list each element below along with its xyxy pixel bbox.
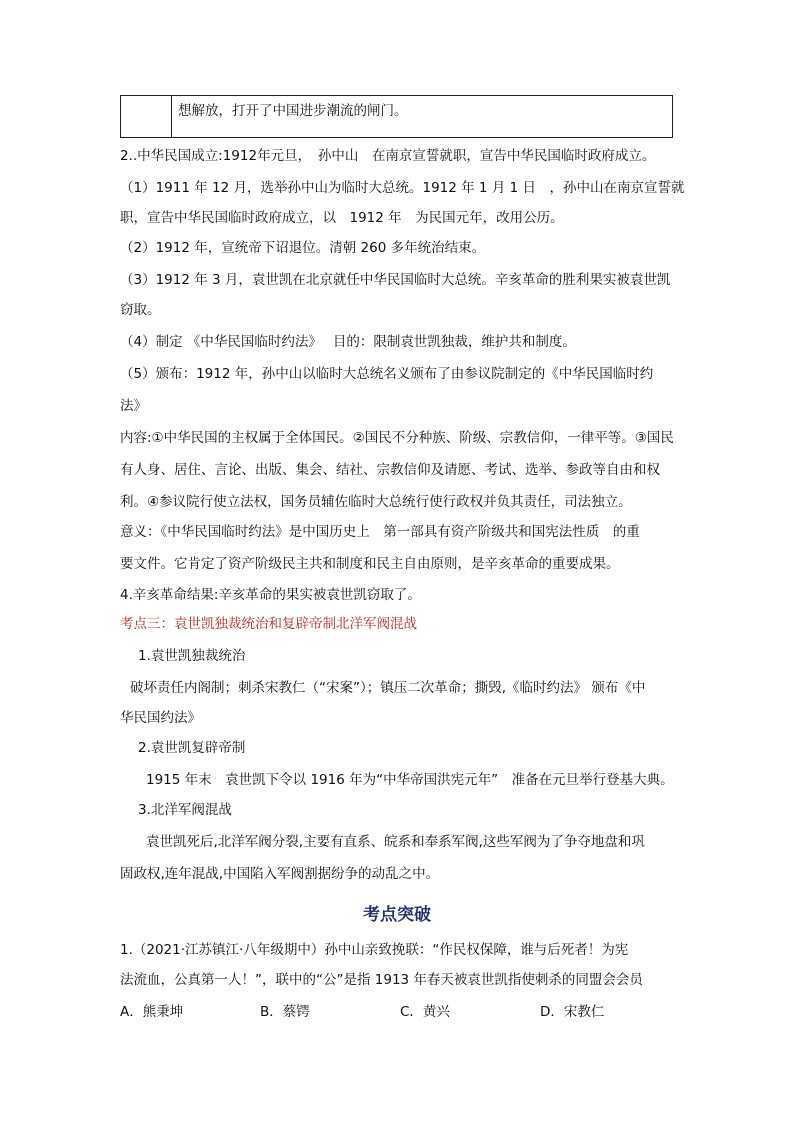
paragraph: 袁世凯死后,北洋军阀分裂,主要有直系、皖系和奉系军阀,这些军阀为了争夺地盘和巩 bbox=[146, 834, 645, 850]
question-text: 1.（2021·江苏镇江·八年级期中）孙中山亲致挽联：“作民权保障，谁与后死者！为宪 bbox=[120, 942, 629, 958]
paragraph: （2）1912 年，宣统帝下诏退位。清朝 260 多年统治结束。 bbox=[120, 240, 486, 256]
answer-options bbox=[120, 1000, 680, 1020]
meaning-paragraph: 要文件。它肯定了资产阶级民主共和制度和民主自由原则，是辛亥革命的重要成果。 bbox=[120, 556, 620, 572]
content-paragraph: 利。④参议院行使立法权，国务员辅佐临时大总统行使行政权并负其责任，司法独立。 bbox=[120, 494, 632, 510]
page-title: 考点突破 bbox=[363, 905, 431, 925]
subheading: 1.袁世凯独裁统治 bbox=[138, 648, 246, 664]
option-b[interactable]: B．蔡锷 bbox=[260, 1004, 310, 1020]
option-d[interactable]: D．宋教仁 bbox=[540, 1004, 605, 1020]
subheading: 2.袁世凯复辟帝制 bbox=[138, 740, 246, 756]
table-row bbox=[120, 95, 673, 138]
paragraph: （4）制定 《中华民国临时约法》 目的：限制袁世凯独裁，维护共和制度。 bbox=[120, 334, 576, 350]
paragraph: 破坏责任内阁制；刺杀宋教仁（“宋案”）；镇压二次革命；撕毁,《临时约法》 颁布《中 bbox=[130, 680, 646, 696]
paragraph: 法》 bbox=[120, 398, 147, 414]
paragraph: （3）1912 年 3 月，袁世凯在北京就任中华民国临时大总统。辛亥革命的胜利果实被袁世凯 bbox=[120, 272, 671, 288]
paragraph: （1）1911 年 12 月，选举孙中山为临时大总统。1912 年 1 月 1 日 ，孙中山在南京宣誓就 bbox=[120, 180, 685, 196]
table-cell-empty bbox=[121, 96, 172, 137]
paragraph: 窃取。 bbox=[120, 302, 161, 318]
content-paragraph: 有人身、居住、言论、出版、集会、结社、宗教信仰及请愿、考试、选举、参政等自由和权 bbox=[120, 462, 660, 478]
option-c[interactable]: C．黄兴 bbox=[400, 1004, 450, 1020]
paragraph: 固政权,连年混战,中国陷入军阀割据纷争的动乱之中。 bbox=[120, 866, 440, 882]
section-2-heading: 2..中华民国成立:1912年元旦， 孙中山 在南京宣誓就职，宣告中华民国临时政府成立。 bbox=[120, 148, 656, 164]
option-a[interactable]: A．熊秉坤 bbox=[120, 1004, 184, 1020]
paragraph: 职，宣告中华民国临时政府成立，以 1912 年 为民国元年，改用公历。 bbox=[120, 210, 564, 226]
content-paragraph: 内容:①中华民国的主权属于全体国民。②国民不分种族、阶级、宗教信仰，一律平等。③国民 bbox=[120, 430, 674, 446]
table-cell-text: 想解放，打开了中国进步潮流的闸门。 bbox=[178, 103, 408, 119]
paragraph: 华民国约法》 bbox=[120, 710, 201, 726]
subheading: 3.北洋军阀混战 bbox=[138, 802, 232, 818]
paragraph: （5）颁布：1912 年，孙中山以临时大总统名义颁布了由参议院制定的《中华民国临时约 bbox=[120, 366, 654, 382]
paragraph: 4.辛亥革命结果:辛亥革命的果实被袁世凯窃取了。 bbox=[120, 587, 421, 603]
question-text: 法流血，公真第一人！”，联中的“公”是指 1913 年春天被袁世凯指使刺杀的同盟会会员 bbox=[120, 972, 643, 988]
paragraph: 1915 年末 袁世凯下令以 1916 年为“中华帝国洪宪元年” 准备在元旦举行登基大典。 bbox=[146, 772, 674, 788]
section-heading: 考点三：袁世凯独裁统治和复辟帝制北洋军阀混战 bbox=[120, 616, 417, 632]
meaning-paragraph: 意义：《中华民国临时约法》是中国历史上 第一部具有资产阶级共和国宪法性质 的重 bbox=[120, 524, 640, 540]
